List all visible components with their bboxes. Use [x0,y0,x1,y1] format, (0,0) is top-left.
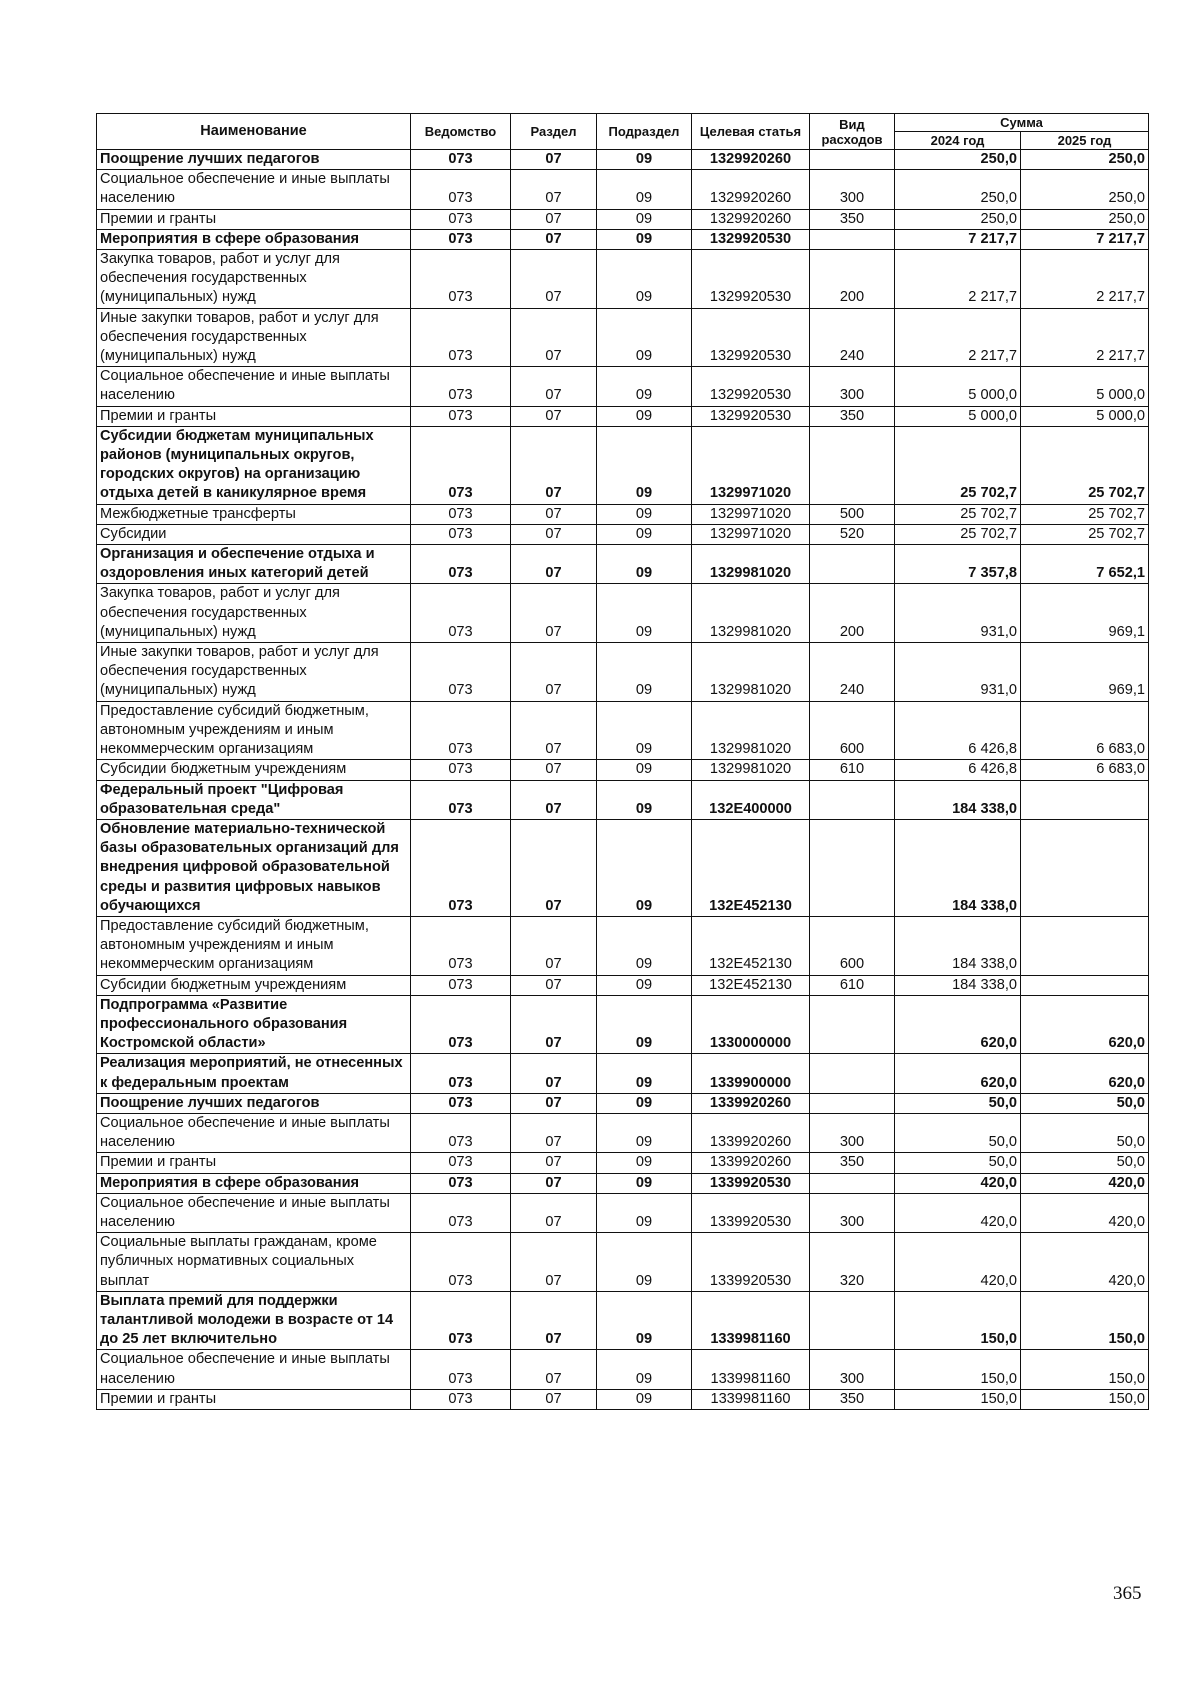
cell-subsection: 09 [597,426,692,504]
cell-section: 07 [511,545,597,584]
cell-subsection: 09 [597,1350,692,1389]
table-row [97,170,1149,209]
cell-section: 07 [511,1173,597,1193]
cell-subsection: 09 [597,584,692,643]
cell-expense-type: 300 [810,170,895,209]
cell-sum-2024: 420,0 [895,1193,1021,1232]
cell-sum-2024: 250,0 [895,150,1021,170]
cell-target-article: 132E452130 [692,916,810,975]
cell-department: 073 [411,524,511,544]
cell-subsection: 09 [597,1113,692,1152]
cell-sum-2024: 150,0 [895,1291,1021,1350]
header-sum: Сумма [895,114,1149,132]
cell-target-article: 1339920530 [692,1233,810,1292]
header-year-2025: 2025 год [1021,132,1149,150]
cell-sum-2024: 931,0 [895,584,1021,643]
cell-expense-type: 610 [810,760,895,780]
cell-sum-2025: 6 683,0 [1021,760,1149,780]
cell-sum-2024: 184 338,0 [895,819,1021,916]
table-row [97,250,1149,309]
table-row [97,209,1149,229]
cell-subsection: 09 [597,1233,692,1292]
cell-target-article: 1339981160 [692,1291,810,1350]
cell-sum-2024: 25 702,7 [895,426,1021,504]
table-row [97,916,1149,975]
cell-name: Реализация мероприятий, не отнесенных к федеральным проектам [97,1054,411,1093]
cell-department: 073 [411,1389,511,1409]
cell-sum-2024: 620,0 [895,1054,1021,1093]
cell-expense-type: 300 [810,1113,895,1152]
cell-target-article: 132E452130 [692,819,810,916]
table-row [97,819,1149,916]
cell-subsection: 09 [597,1291,692,1350]
cell-name: Премии и гранты [97,209,411,229]
cell-expense-type: 350 [810,209,895,229]
cell-sum-2025: 620,0 [1021,1054,1149,1093]
cell-section: 07 [511,406,597,426]
cell-sum-2024: 6 426,8 [895,701,1021,760]
cell-subsection: 09 [597,1153,692,1173]
cell-name: Иные закупки товаров, работ и услуг для обеспечения государственных (муниципальных) нужд [97,643,411,702]
cell-sum-2024: 50,0 [895,1093,1021,1113]
cell-department: 073 [411,308,511,367]
cell-target-article: 1329920530 [692,406,810,426]
cell-name: Обновление материально-технической базы образовательных организаций для внедрения цифровой образовательной среды и развития цифровых навыков обучающихся [97,819,411,916]
cell-sum-2025: 250,0 [1021,170,1149,209]
cell-sum-2024: 150,0 [895,1389,1021,1409]
cell-name: Предоставление субсидий бюджетным, автономным учреждениям и иным некоммерческим организациям [97,916,411,975]
cell-section: 07 [511,995,597,1054]
cell-subsection: 09 [597,150,692,170]
cell-name: Выплата премий для поддержки талантливой молодежи в возрасте от 14 до 25 лет включительно [97,1291,411,1350]
cell-target-article: 1329920260 [692,209,810,229]
cell-expense-type: 350 [810,1389,895,1409]
cell-section: 07 [511,701,597,760]
cell-sum-2024: 420,0 [895,1233,1021,1292]
cell-section: 07 [511,1093,597,1113]
cell-subsection: 09 [597,643,692,702]
cell-expense-type: 300 [810,367,895,406]
cell-target-article: 1329920260 [692,170,810,209]
cell-subsection: 09 [597,780,692,819]
cell-name: Субсидии бюджетным учреждениям [97,975,411,995]
cell-sum-2025: 25 702,7 [1021,524,1149,544]
cell-sum-2024: 2 217,7 [895,308,1021,367]
table-row [97,701,1149,760]
cell-expense-type [810,1093,895,1113]
cell-name: Подпрограмма «Развитие профессионального образования Костромской области» [97,995,411,1054]
cell-subsection: 09 [597,1193,692,1232]
cell-department: 073 [411,229,511,249]
cell-section: 07 [511,170,597,209]
header-name: Наименование [97,114,411,150]
cell-sum-2025 [1021,780,1149,819]
cell-section: 07 [511,250,597,309]
cell-section: 07 [511,1113,597,1152]
cell-department: 073 [411,406,511,426]
cell-subsection: 09 [597,995,692,1054]
cell-subsection: 09 [597,367,692,406]
cell-expense-type [810,819,895,916]
cell-expense-type [810,1173,895,1193]
cell-expense-type [810,995,895,1054]
cell-name: Межбюджетные трансферты [97,504,411,524]
table-row [97,995,1149,1054]
cell-sum-2024: 620,0 [895,995,1021,1054]
cell-sum-2025: 2 217,7 [1021,250,1149,309]
cell-department: 073 [411,1113,511,1152]
table-row [97,367,1149,406]
cell-expense-type: 300 [810,1193,895,1232]
cell-sum-2025: 50,0 [1021,1113,1149,1152]
cell-target-article: 1339920530 [692,1173,810,1193]
cell-sum-2025: 2 217,7 [1021,308,1149,367]
cell-name: Поощрение лучших педагогов [97,150,411,170]
budget-table [96,113,1149,1410]
table-row [97,760,1149,780]
cell-sum-2025: 250,0 [1021,209,1149,229]
cell-section: 07 [511,819,597,916]
cell-name: Организация и обеспечение отдыха и оздоровления иных категорий детей [97,545,411,584]
cell-target-article: 1329920530 [692,229,810,249]
table-row [97,584,1149,643]
cell-expense-type: 500 [810,504,895,524]
cell-sum-2024: 150,0 [895,1350,1021,1389]
cell-sum-2024: 184 338,0 [895,975,1021,995]
cell-section: 07 [511,229,597,249]
cell-sum-2025: 420,0 [1021,1193,1149,1232]
cell-department: 073 [411,701,511,760]
table-row [97,426,1149,504]
cell-department: 073 [411,209,511,229]
cell-sum-2025: 969,1 [1021,584,1149,643]
cell-target-article: 1329971020 [692,504,810,524]
cell-section: 07 [511,209,597,229]
cell-subsection: 09 [597,170,692,209]
cell-department: 073 [411,150,511,170]
cell-sum-2024: 50,0 [895,1153,1021,1173]
table-body [97,150,1149,1410]
table-row [97,1389,1149,1409]
cell-expense-type: 240 [810,308,895,367]
cell-section: 07 [511,426,597,504]
cell-target-article: 1339920260 [692,1113,810,1152]
cell-section: 07 [511,1389,597,1409]
cell-subsection: 09 [597,1173,692,1193]
cell-target-article: 1339920260 [692,1153,810,1173]
cell-department: 073 [411,780,511,819]
cell-name: Субсидии [97,524,411,544]
cell-department: 073 [411,1291,511,1350]
cell-section: 07 [511,1291,597,1350]
cell-name: Поощрение лучших педагогов [97,1093,411,1113]
cell-name: Предоставление субсидий бюджетным, автономным учреждениям и иным некоммерческим организациям [97,701,411,760]
cell-expense-type: 350 [810,406,895,426]
cell-target-article: 1329981020 [692,545,810,584]
cell-expense-type: 200 [810,584,895,643]
cell-target-article: 1339920530 [692,1193,810,1232]
table-row [97,504,1149,524]
cell-department: 073 [411,584,511,643]
cell-sum-2024: 2 217,7 [895,250,1021,309]
cell-sum-2024: 50,0 [895,1113,1021,1152]
cell-section: 07 [511,308,597,367]
cell-department: 073 [411,643,511,702]
cell-name: Социальное обеспечение и иные выплаты населению [97,367,411,406]
cell-sum-2025: 7 652,1 [1021,545,1149,584]
cell-section: 07 [511,1350,597,1389]
header-year-2024: 2024 год [895,132,1021,150]
cell-expense-type: 350 [810,1153,895,1173]
cell-sum-2025: 150,0 [1021,1350,1149,1389]
cell-subsection: 09 [597,504,692,524]
table-row [97,1093,1149,1113]
cell-target-article: 1329981020 [692,643,810,702]
cell-section: 07 [511,975,597,995]
table-row [97,545,1149,584]
cell-subsection: 09 [597,819,692,916]
cell-expense-type: 610 [810,975,895,995]
table-row [97,1113,1149,1152]
cell-subsection: 09 [597,524,692,544]
table-row [97,308,1149,367]
cell-department: 073 [411,995,511,1054]
cell-section: 07 [511,367,597,406]
cell-department: 073 [411,819,511,916]
cell-sum-2025: 25 702,7 [1021,426,1149,504]
cell-sum-2024: 5 000,0 [895,367,1021,406]
cell-name: Социальное обеспечение и иные выплаты населению [97,1350,411,1389]
cell-subsection: 09 [597,916,692,975]
cell-sum-2025: 25 702,7 [1021,504,1149,524]
cell-subsection: 09 [597,1054,692,1093]
cell-name: Субсидии бюджетным учреждениям [97,760,411,780]
cell-section: 07 [511,150,597,170]
cell-sum-2025: 420,0 [1021,1233,1149,1292]
cell-name: Премии и гранты [97,1153,411,1173]
table-row [97,643,1149,702]
page-number: 365 [1113,1583,1142,1604]
header-department: Ведомство [411,114,511,150]
cell-target-article: 1329971020 [692,524,810,544]
cell-sum-2024: 25 702,7 [895,504,1021,524]
table-row [97,1173,1149,1193]
cell-expense-type: 520 [810,524,895,544]
cell-department: 073 [411,975,511,995]
cell-section: 07 [511,1153,597,1173]
cell-sum-2025: 7 217,7 [1021,229,1149,249]
cell-department: 073 [411,916,511,975]
cell-sum-2024: 7 357,8 [895,545,1021,584]
cell-subsection: 09 [597,701,692,760]
cell-subsection: 09 [597,545,692,584]
cell-target-article: 1339981160 [692,1389,810,1409]
cell-sum-2025: 150,0 [1021,1291,1149,1350]
cell-expense-type [810,545,895,584]
table-row [97,1291,1149,1350]
cell-sum-2025 [1021,916,1149,975]
cell-section: 07 [511,524,597,544]
header-expense-type: Вид расходов [810,114,895,150]
cell-subsection: 09 [597,229,692,249]
cell-section: 07 [511,780,597,819]
cell-sum-2024: 931,0 [895,643,1021,702]
cell-target-article: 1329981020 [692,701,810,760]
cell-sum-2024: 7 217,7 [895,229,1021,249]
cell-department: 073 [411,1193,511,1232]
cell-name: Социальное обеспечение и иные выплаты населению [97,170,411,209]
cell-sum-2024: 184 338,0 [895,780,1021,819]
table-row [97,1193,1149,1232]
header-target-article: Целевая статья [692,114,810,150]
cell-sum-2024: 184 338,0 [895,916,1021,975]
cell-section: 07 [511,916,597,975]
cell-department: 073 [411,504,511,524]
cell-name: Мероприятия в сфере образования [97,1173,411,1193]
cell-expense-type: 300 [810,1350,895,1389]
cell-sum-2025: 5 000,0 [1021,367,1149,406]
table-row [97,1233,1149,1292]
cell-expense-type [810,1291,895,1350]
cell-sum-2024: 5 000,0 [895,406,1021,426]
cell-target-article: 132E452130 [692,975,810,995]
cell-name: Социальное обеспечение и иные выплаты населению [97,1193,411,1232]
table-row [97,229,1149,249]
table-row [97,150,1149,170]
cell-department: 073 [411,1350,511,1389]
cell-expense-type [810,150,895,170]
header-subsection: Подраздел [597,114,692,150]
cell-sum-2024: 250,0 [895,170,1021,209]
cell-target-article: 1339920260 [692,1093,810,1113]
cell-expense-type [810,780,895,819]
cell-sum-2024: 25 702,7 [895,524,1021,544]
cell-sum-2025 [1021,975,1149,995]
cell-expense-type [810,426,895,504]
cell-sum-2024: 6 426,8 [895,760,1021,780]
cell-section: 07 [511,1193,597,1232]
cell-sum-2025: 50,0 [1021,1153,1149,1173]
cell-expense-type: 240 [810,643,895,702]
cell-expense-type: 600 [810,916,895,975]
cell-expense-type: 200 [810,250,895,309]
cell-target-article: 1329920530 [692,367,810,406]
cell-sum-2025: 420,0 [1021,1173,1149,1193]
cell-department: 073 [411,1233,511,1292]
cell-target-article: 1329920530 [692,308,810,367]
cell-department: 073 [411,545,511,584]
cell-department: 073 [411,1054,511,1093]
cell-target-article: 1329981020 [692,760,810,780]
cell-name: Мероприятия в сфере образования [97,229,411,249]
cell-name: Социальные выплаты гражданам, кроме публичных нормативных социальных выплат [97,1233,411,1292]
cell-sum-2025: 250,0 [1021,150,1149,170]
cell-section: 07 [511,1054,597,1093]
cell-department: 073 [411,367,511,406]
cell-name: Социальное обеспечение и иные выплаты населению [97,1113,411,1152]
cell-department: 073 [411,760,511,780]
cell-department: 073 [411,170,511,209]
cell-section: 07 [511,504,597,524]
cell-section: 07 [511,1233,597,1292]
table-row [97,406,1149,426]
cell-name: Премии и гранты [97,1389,411,1409]
table-row [97,524,1149,544]
table-row [97,780,1149,819]
cell-target-article: 1329971020 [692,426,810,504]
cell-expense-type: 320 [810,1233,895,1292]
cell-name: Закупка товаров, работ и услуг для обеспечения государственных (муниципальных) нужд [97,584,411,643]
cell-subsection: 09 [597,1093,692,1113]
cell-name: Закупка товаров, работ и услуг для обеспечения государственных (муниципальных) нужд [97,250,411,309]
cell-name: Премии и гранты [97,406,411,426]
header-section: Раздел [511,114,597,150]
cell-department: 073 [411,426,511,504]
cell-sum-2025: 5 000,0 [1021,406,1149,426]
cell-sum-2024: 250,0 [895,209,1021,229]
cell-name: Субсидии бюджетам муниципальных районов (муниципальных округов, городских округов) на организацию отдыха детей в каникулярное время [97,426,411,504]
cell-section: 07 [511,760,597,780]
cell-target-article: 1329981020 [692,584,810,643]
table-row [97,1054,1149,1093]
cell-subsection: 09 [597,406,692,426]
cell-subsection: 09 [597,1389,692,1409]
cell-department: 073 [411,1173,511,1193]
cell-expense-type [810,229,895,249]
cell-section: 07 [511,643,597,702]
cell-sum-2025 [1021,819,1149,916]
table-row [97,975,1149,995]
cell-subsection: 09 [597,760,692,780]
cell-sum-2024: 420,0 [895,1173,1021,1193]
cell-target-article: 1329920530 [692,250,810,309]
cell-target-article: 1330000000 [692,995,810,1054]
table-row [97,1153,1149,1173]
cell-subsection: 09 [597,209,692,229]
cell-name: Иные закупки товаров, работ и услуг для обеспечения государственных (муниципальных) нужд [97,308,411,367]
cell-sum-2025: 620,0 [1021,995,1149,1054]
cell-expense-type [810,1054,895,1093]
cell-subsection: 09 [597,250,692,309]
cell-subsection: 09 [597,975,692,995]
cell-department: 073 [411,1093,511,1113]
cell-target-article: 1329920260 [692,150,810,170]
cell-expense-type: 600 [810,701,895,760]
cell-target-article: 132E400000 [692,780,810,819]
cell-target-article: 1339981160 [692,1350,810,1389]
cell-department: 073 [411,250,511,309]
cell-department: 073 [411,1153,511,1173]
cell-sum-2025: 150,0 [1021,1389,1149,1409]
cell-sum-2025: 6 683,0 [1021,701,1149,760]
cell-sum-2025: 969,1 [1021,643,1149,702]
cell-sum-2025: 50,0 [1021,1093,1149,1113]
cell-section: 07 [511,584,597,643]
cell-name: Федеральный проект "Цифровая образовательная среда" [97,780,411,819]
table-row [97,1350,1149,1389]
cell-subsection: 09 [597,308,692,367]
cell-target-article: 1339900000 [692,1054,810,1093]
